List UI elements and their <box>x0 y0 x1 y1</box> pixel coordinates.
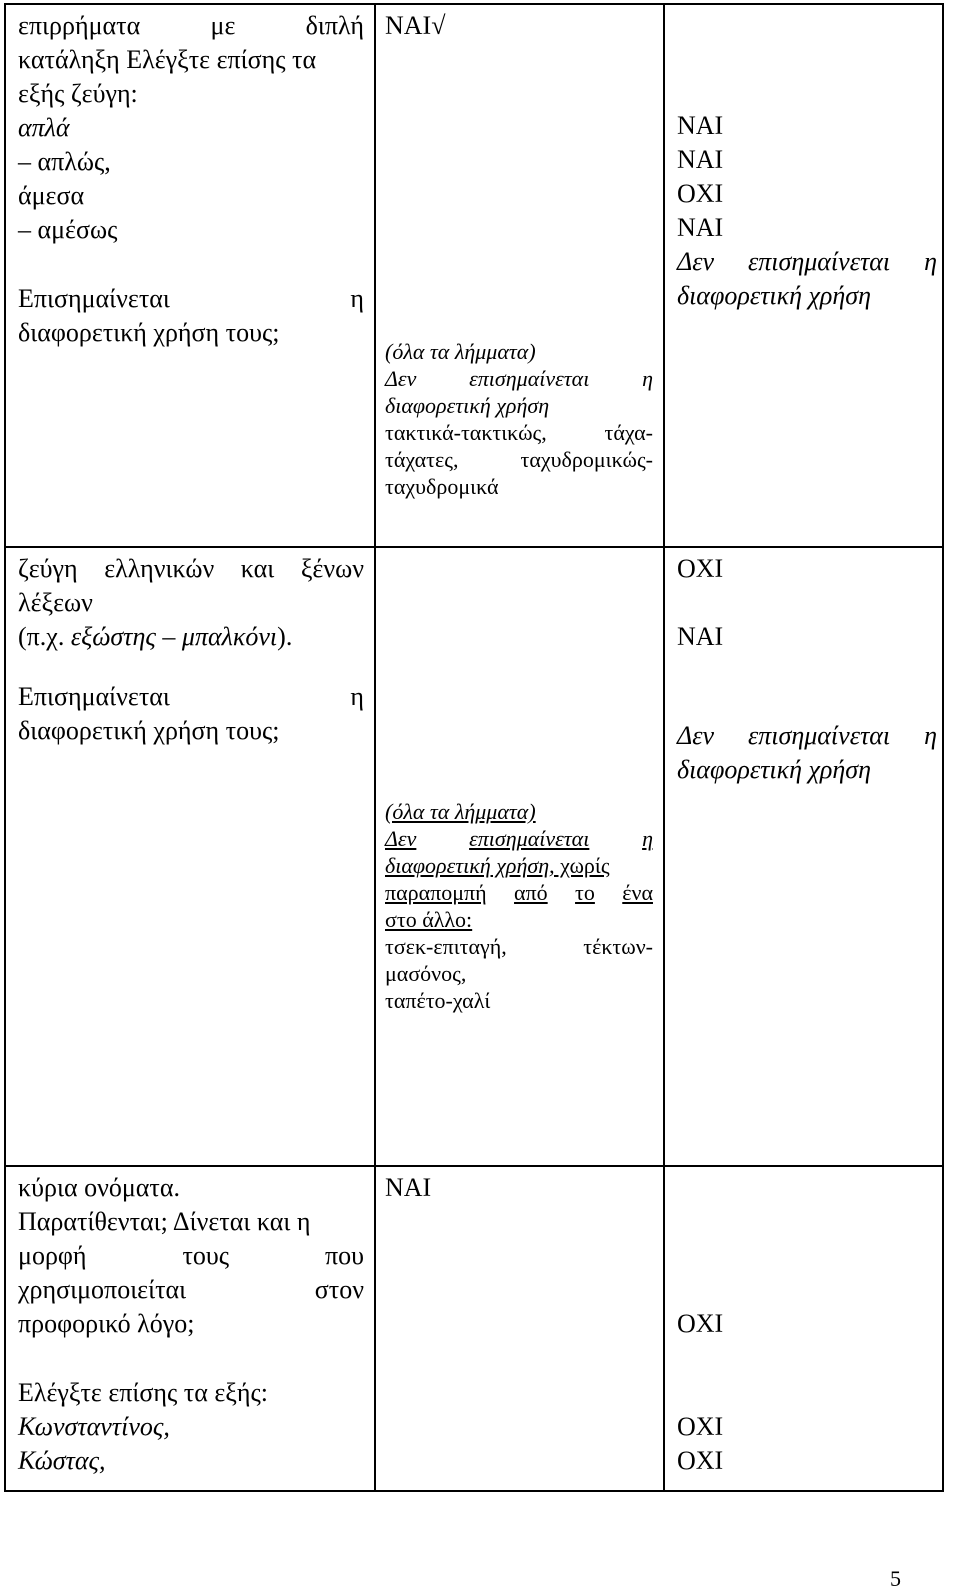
text-line: (π.χ. εξώστης – μπαλκόνι). <box>18 622 293 651</box>
text-line: επιρρήματα με διπλή <box>18 11 364 40</box>
text-line: μορφή τους που <box>18 1241 364 1270</box>
text-line: Κώστας, <box>18 1446 106 1475</box>
text-line: διαφορετική χρήση <box>385 393 550 418</box>
text-line: διαφορετική χρήση <box>677 755 872 784</box>
text-line: τσεκ-επιταγή, τέκτων- <box>385 934 653 959</box>
table-cell-question <box>5 1166 375 1491</box>
text-line: Επισημαίνεται η <box>18 682 364 711</box>
text-line: Δεν επισημαίνεται η <box>677 247 937 276</box>
text-line: εξής ζεύγη: <box>18 79 138 108</box>
text-line: ΟΧΙ <box>677 179 724 208</box>
text-line: διαφορετική χρήση <box>677 281 872 310</box>
text-line: διαφορετική χρήση τους; <box>18 716 280 745</box>
text-line: άμεσα <box>18 181 85 210</box>
text-line: απλά <box>18 113 70 142</box>
table-cell-assessment <box>375 1166 664 1491</box>
text-line: κατάληξη Ελέγξτε επίσης τα <box>18 45 317 74</box>
table-cell-assessment <box>375 4 664 547</box>
text-line: – αμέσως <box>18 215 118 244</box>
text-line: ΝΑΙ <box>677 213 724 242</box>
text-line: ΝΑΙ <box>677 622 724 651</box>
table-cell-question <box>5 547 375 1166</box>
text-line: Δεν επισημαίνεται η <box>385 366 653 391</box>
text-line: τάχατες, ταχυδρομικώς- <box>385 447 653 472</box>
text-line: Κωνσταντίνος, <box>18 1412 170 1441</box>
text-line: προφορικό λόγο; <box>18 1309 195 1338</box>
text-line: στο άλλο: <box>385 907 473 932</box>
text-line: ΟΧΙ <box>677 554 724 583</box>
text-line: ΝΑΙ <box>385 1173 432 1202</box>
table-cell-question <box>5 4 375 547</box>
text-line: – απλώς, <box>18 147 111 176</box>
text-line: κύρια ονόματα. <box>18 1173 180 1202</box>
text-line: ταπέτο-χαλί <box>385 988 491 1013</box>
text-line: ΟΧΙ <box>677 1309 724 1338</box>
text-line: ΝΑΙ <box>677 145 724 174</box>
text-line: ΟΧΙ <box>677 1412 724 1441</box>
document-table <box>4 3 944 1492</box>
text-line: λέξεων <box>18 588 93 617</box>
text-line: Δεν επισημαίνεται η <box>677 721 937 750</box>
table-cell-answer <box>664 4 943 547</box>
table-cell-answer <box>664 1166 943 1491</box>
text-line: ζεύγη ελληνικών και ξένων <box>18 554 364 583</box>
table-cell-assessment <box>375 547 664 1166</box>
text-line: (όλα τα λήμματα) <box>385 339 536 364</box>
text-line: ταχυδρομικά <box>385 474 499 499</box>
text-line: (όλα τα λήμματα) <box>385 799 536 824</box>
text-line: παραπομπή από το ένα <box>385 880 653 905</box>
text-line: Παρατίθενται; Δίνεται και η <box>18 1207 311 1236</box>
page-number: 5 <box>890 1566 901 1591</box>
text-line: διαφορετική χρήση τους; <box>18 318 280 347</box>
text-line: διαφορετική χρήση, χωρίς <box>385 853 610 878</box>
table-row <box>5 1166 943 1491</box>
table-row <box>5 547 943 1166</box>
text-line: Ελέγξτε επίσης τα εξής: <box>18 1378 268 1407</box>
text-line: χρησιμοποιείται στον <box>18 1275 364 1304</box>
table-row <box>5 4 943 547</box>
text-line: Δεν επισημαίνεται η <box>385 826 653 851</box>
text-line: ΟΧΙ <box>677 1446 724 1475</box>
text-line: μασόνος, <box>385 961 467 986</box>
text-line: Επισημαίνεται η <box>18 284 364 313</box>
text-line: ΝΑΙ√ <box>385 11 446 40</box>
text-line: ΝΑΙ <box>677 111 724 140</box>
text-line: τακτικά-τακτικώς, τάχα- <box>385 420 653 445</box>
table-cell-answer <box>664 547 943 1166</box>
